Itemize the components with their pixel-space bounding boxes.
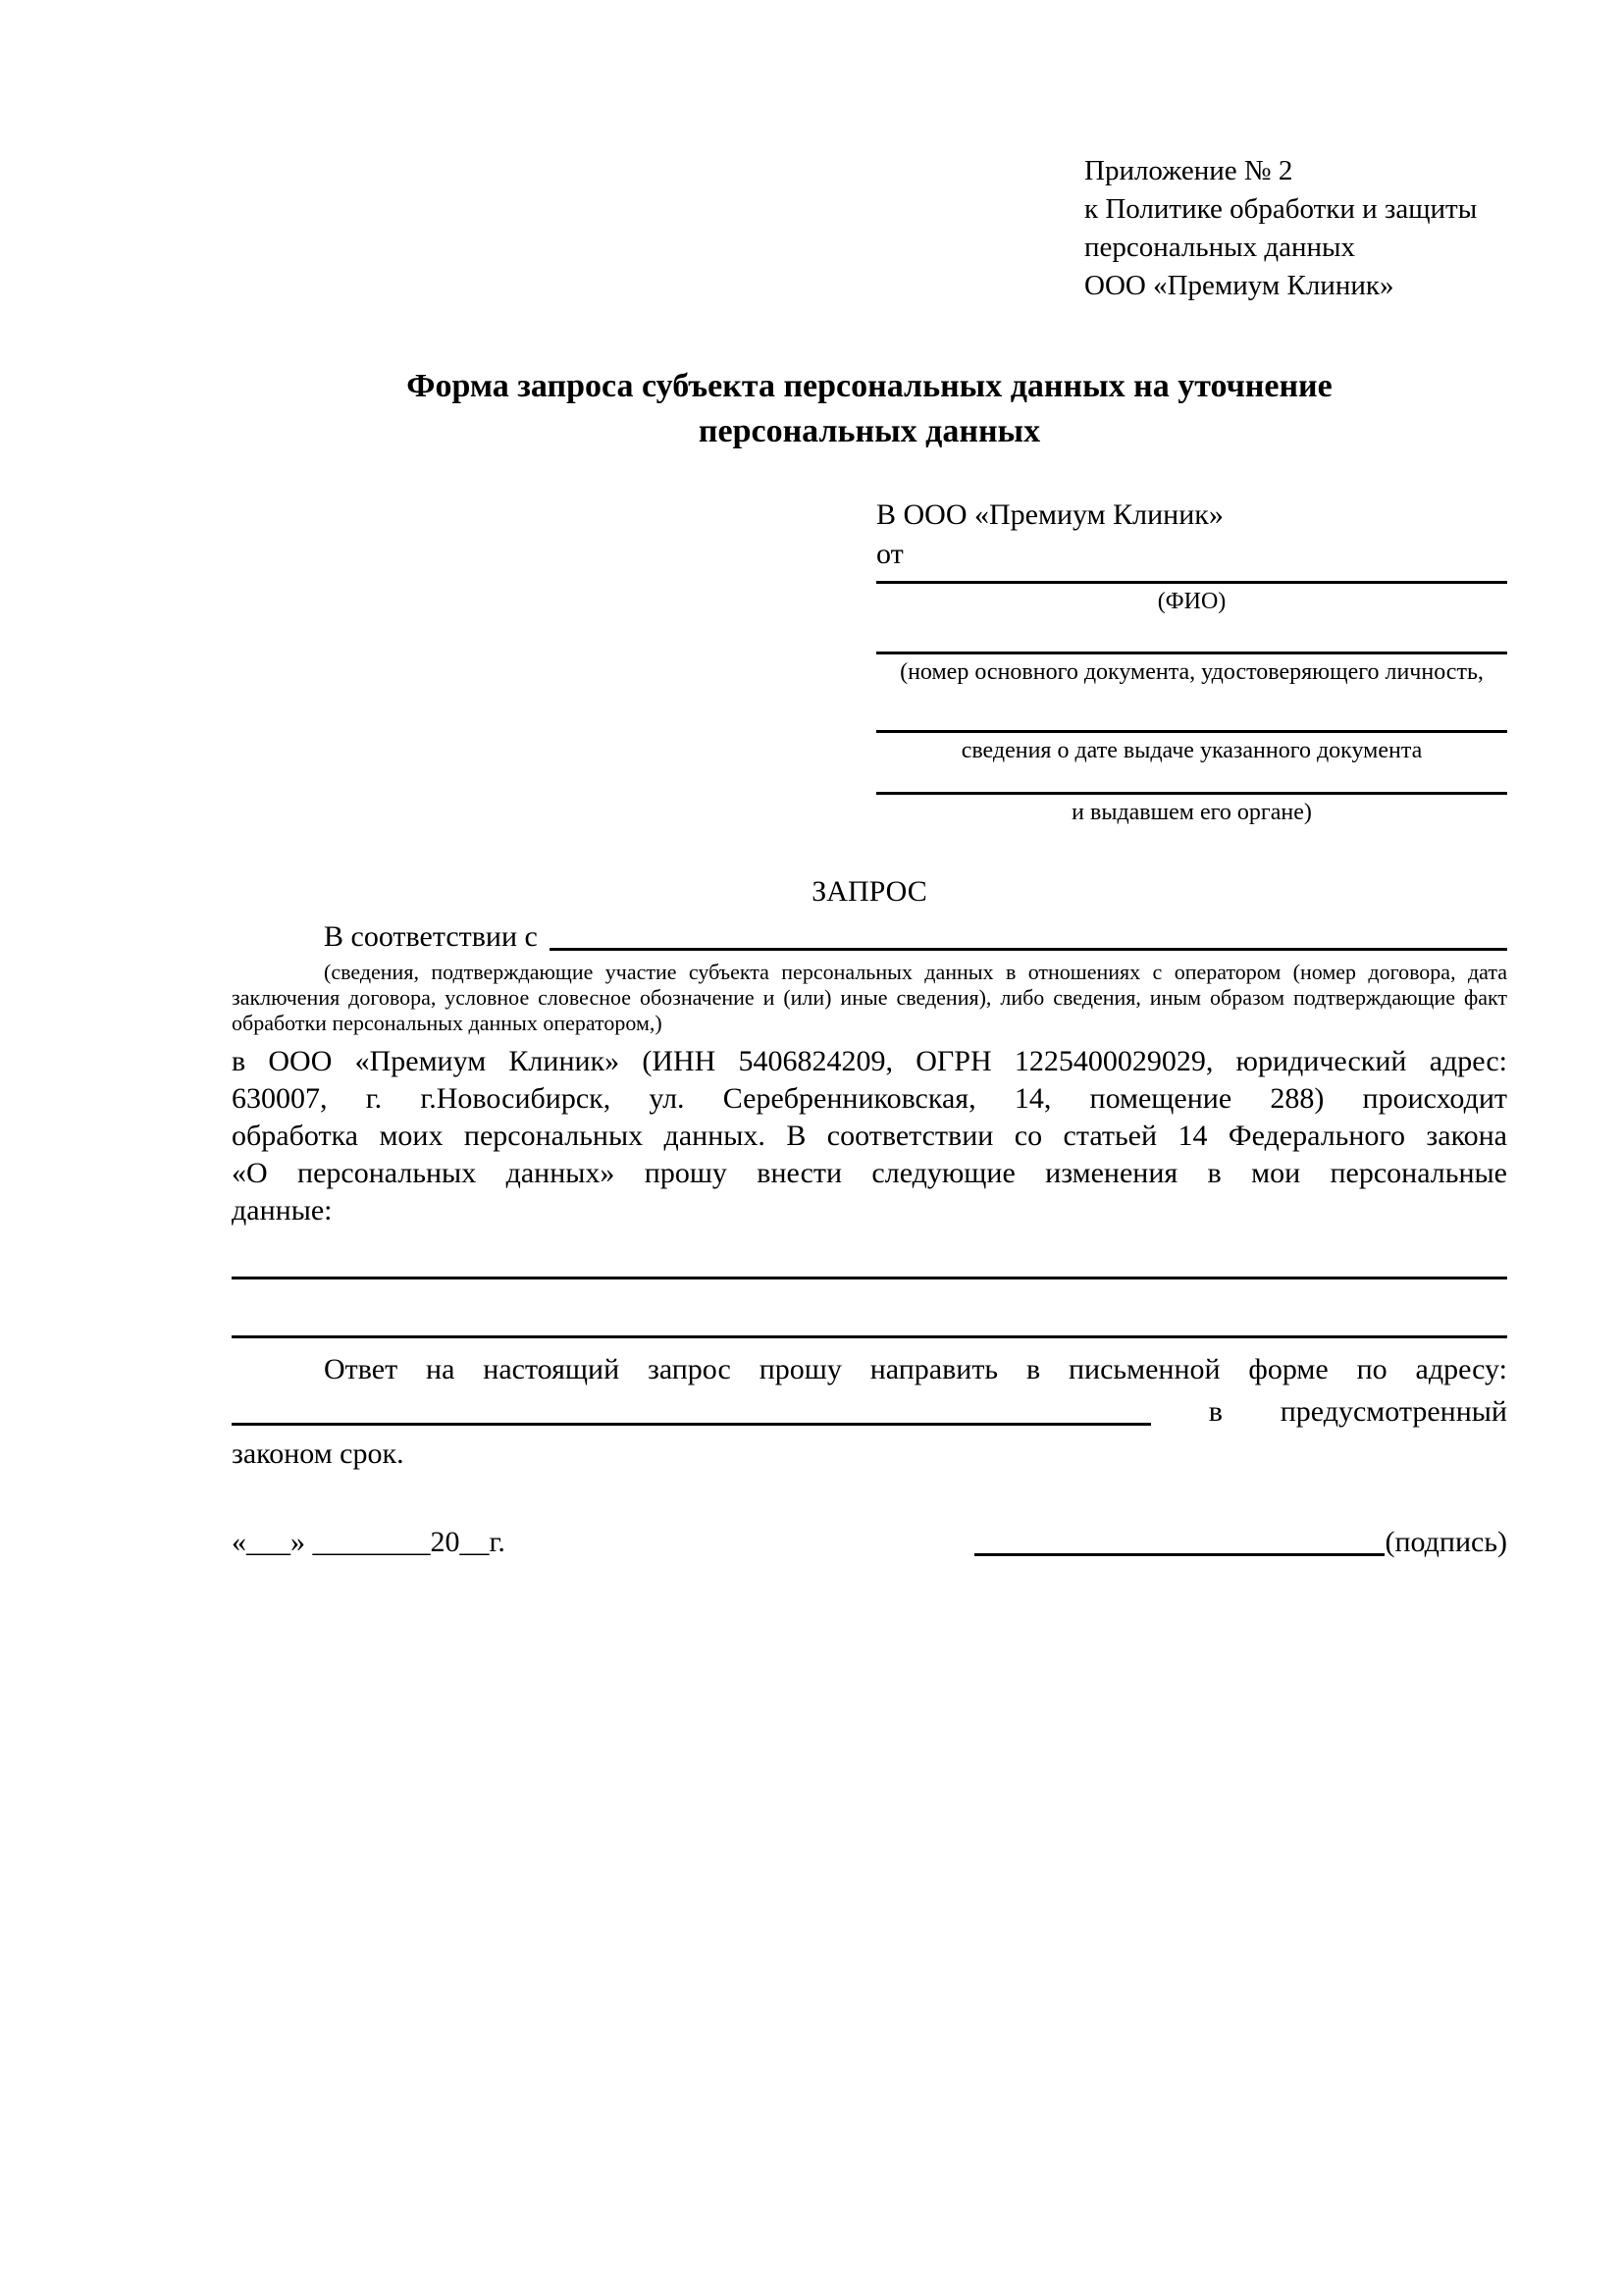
issuing-authority-blank-line — [876, 792, 1507, 795]
response-tail-word: в — [1208, 1395, 1223, 1428]
document-number-blank-line — [876, 652, 1507, 654]
request-body — [232, 1043, 1507, 1229]
response-closing: законом срок. — [232, 1437, 404, 1470]
addressee-from-label: от — [876, 538, 904, 570]
request-body-line: данные: — [232, 1194, 333, 1226]
document-number-caption: (номер основного документа, удостоверяющего личность, — [900, 659, 1484, 685]
form-title — [232, 364, 1507, 454]
annex-line: к Политике обработки и защиты — [1084, 193, 1478, 225]
basis-row — [232, 917, 1507, 957]
address-blank-line — [232, 1423, 1151, 1426]
basis-note — [232, 960, 1507, 1036]
issue-date-blank-line — [876, 730, 1507, 733]
signature-field — [974, 1523, 1507, 1562]
request-body-line: в ООО «Премиум Клиник» (ИНН 5406824209, ОГРН 1225400029029, юридический адрес: — [232, 1045, 1507, 1077]
request-heading: ЗАПРОС — [812, 875, 927, 908]
form-title-line: Форма запроса субъекта персональных данных на уточнение — [406, 368, 1333, 404]
basis-note-line: (сведения, подтверждающие участие субъекта персональных данных в отношениях с оператором (номер договора, дата — [324, 960, 1507, 984]
signature-blank-line — [974, 1553, 1385, 1556]
addressee-block — [876, 496, 1507, 827]
basis-label: В соответствии с — [324, 920, 538, 953]
date-signature-row — [232, 1523, 1507, 1562]
annex-line: ООО «Премиум Клиник» — [1084, 270, 1394, 301]
fio-caption: (ФИО) — [1157, 589, 1227, 614]
issuing-authority-caption: и выдавшем его органе) — [1072, 800, 1312, 825]
request-body-line: «О персональных данных» прошу внести следующие изменения в мои персональные — [232, 1157, 1507, 1189]
addressee-to: В ООО «Премиум Клиник» — [876, 498, 1224, 531]
changes-blank-line-1 — [232, 1277, 1507, 1279]
request-body-line: 630007, г. г.Новосибирск, ул. Серебренниковская, 14, помещение 288) происходит — [232, 1082, 1507, 1115]
date-field: «___» ________20__г. — [232, 1526, 505, 1558]
basis-note-line: заключения договора, условное словесное обозначение и (или) иные сведения), либо сведения, иным образом подтверждающие факт — [232, 985, 1507, 1010]
signature-caption: (подпись) — [1385, 1526, 1507, 1558]
response-paragraph: Ответ на настоящий запрос прошу направить в письменной форме по адресу: — [324, 1353, 1507, 1385]
issue-date-caption: сведения о дате выдаче указанного документа — [961, 738, 1423, 763]
request-body-line: обработка моих персональных данных. В соответствии со статьей 14 Федерального закона — [232, 1120, 1507, 1152]
changes-blank-line-2 — [232, 1335, 1507, 1338]
basis-blank-line — [550, 948, 1507, 951]
annex-line: персональных данных — [1084, 232, 1356, 263]
annex-line: Приложение № 2 — [1084, 155, 1293, 186]
response-address-row — [232, 1392, 1507, 1432]
fio-blank-line — [876, 581, 1507, 584]
response-tail-word: предусмотренный — [1280, 1395, 1507, 1428]
form-title-line: персональных данных — [698, 413, 1041, 449]
annex-reference — [1084, 152, 1507, 305]
basis-note-line: обработки персональных данных оператором,) — [232, 1011, 662, 1035]
document-content — [0, 152, 1623, 1562]
